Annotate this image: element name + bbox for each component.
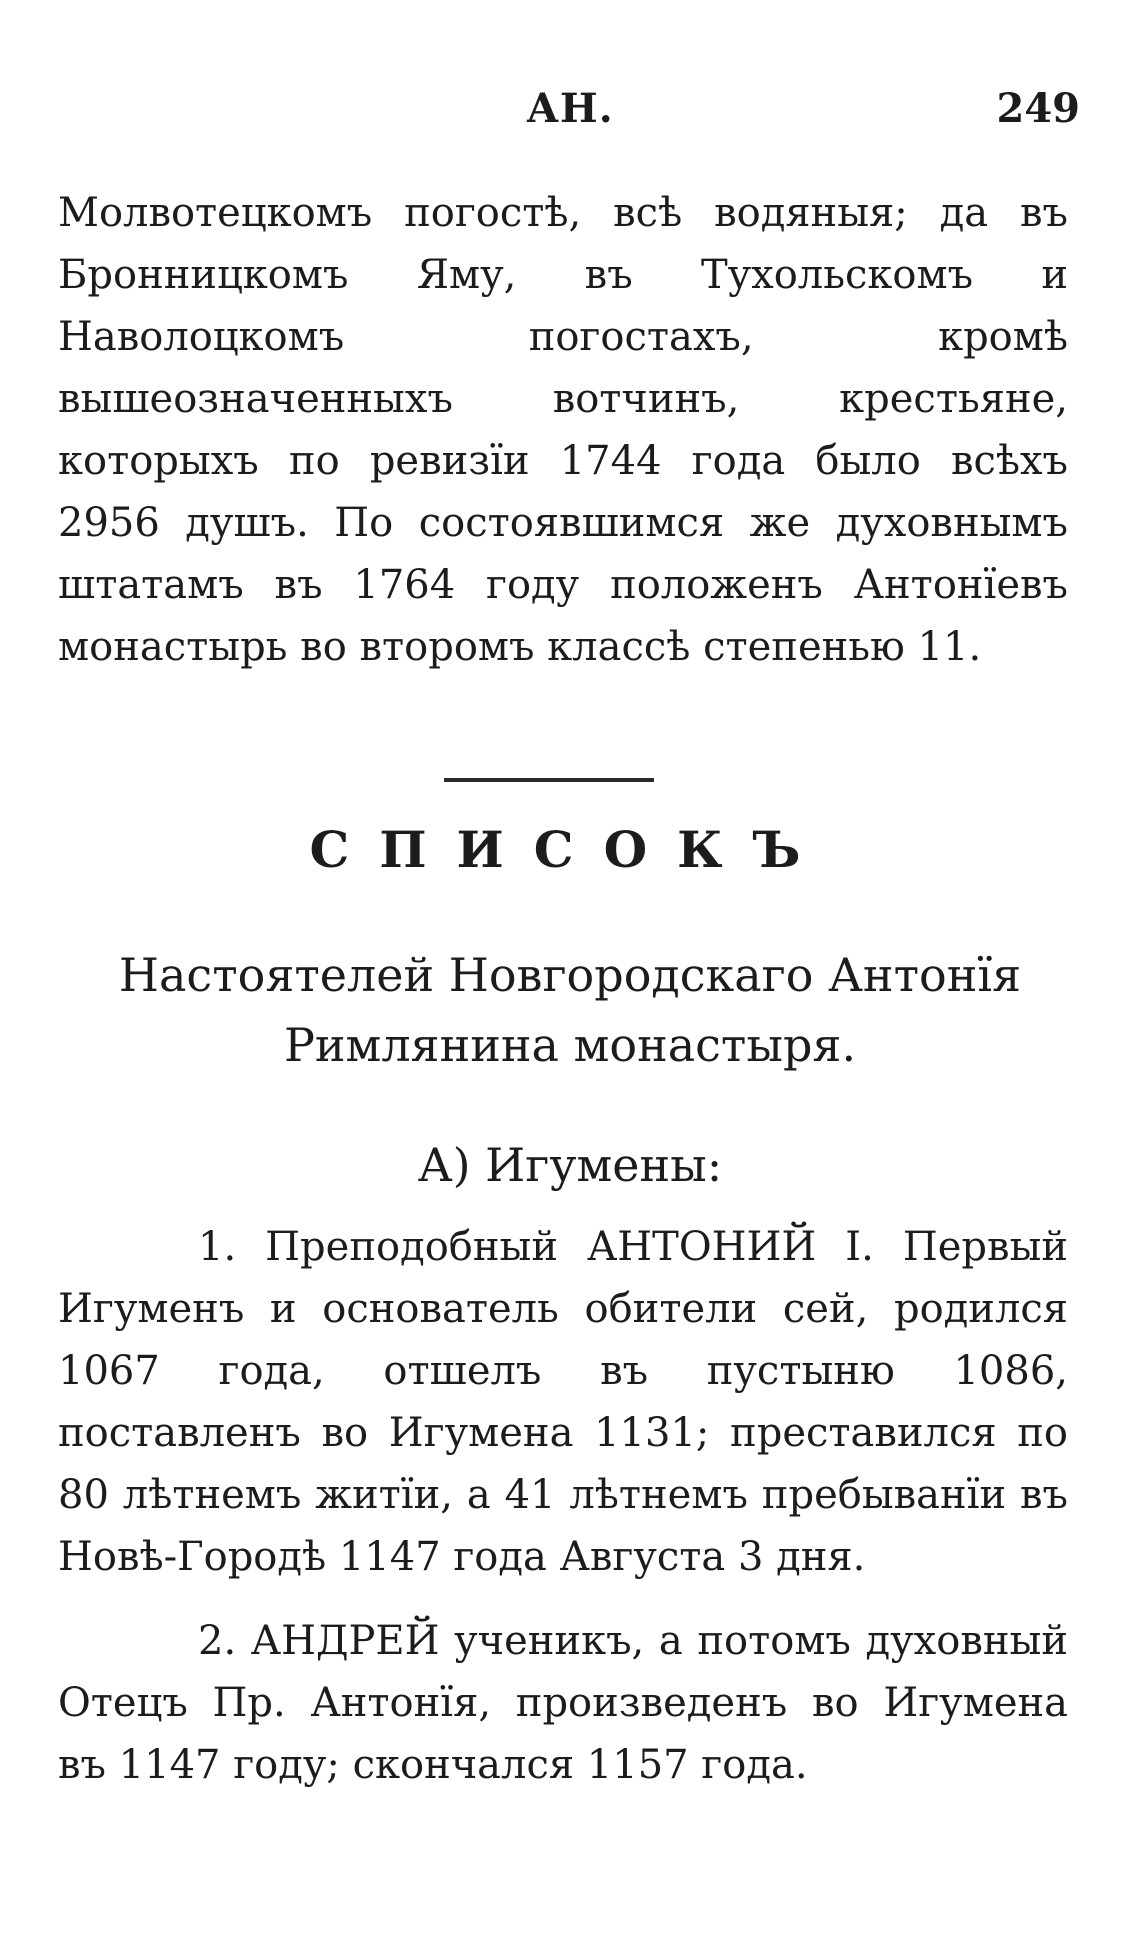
- list-entry: 2. АНДРЕЙ ученикъ, а потомъ духовный Отецъ Пр. Антонїя, произведенъ во Игумена въ 1147 году; скончался 1157 года.: [58, 1618, 1068, 1788]
- section-heading: А) Игумены:: [417, 1138, 723, 1192]
- list-subtitle-line-2: Римлянина монастыря.: [283, 1018, 857, 1072]
- intro-paragraph: Молвотецкомъ погостѣ, всѣ водяныя; да въ Бронницкомъ Яму, въ Тухольскомъ и Наволоцкомъ погостахъ, кромѣ вышеозначенныхъ вотчинъ, крестьяне, которыхъ по ревизїи 1744 года было всѣхъ 2956 душъ. По состоявшимся же духовнымъ штатамъ въ 1764 году положенъ Антонїевъ монастырь во второмъ классѣ степенью 11.: [58, 190, 1068, 670]
- page-number: 249: [996, 85, 1080, 132]
- list-entry: 1. Преподобный АНТОНИЙ I. Первый Игуменъ и основатель обители сей, родился 1067 года, отшелъ въ пустыню 1086, поставленъ во Игумена 1131; преставился по 80 лѣтнемъ житїи, а 41 лѣтнемъ пребыванїи въ Новѣ-Городѣ 1147 года Августа 3 дня.: [58, 1224, 1068, 1580]
- list-title: СПИСОКЪ: [309, 820, 831, 879]
- list-subtitle-line-1: Настоятелей Новгородскаго Антонїя: [118, 948, 1022, 1002]
- running-head-title: АН.: [526, 85, 614, 132]
- list-subtitle: [0, 940, 1140, 1080]
- section-divider: [444, 778, 654, 782]
- running-head: [0, 85, 1140, 145]
